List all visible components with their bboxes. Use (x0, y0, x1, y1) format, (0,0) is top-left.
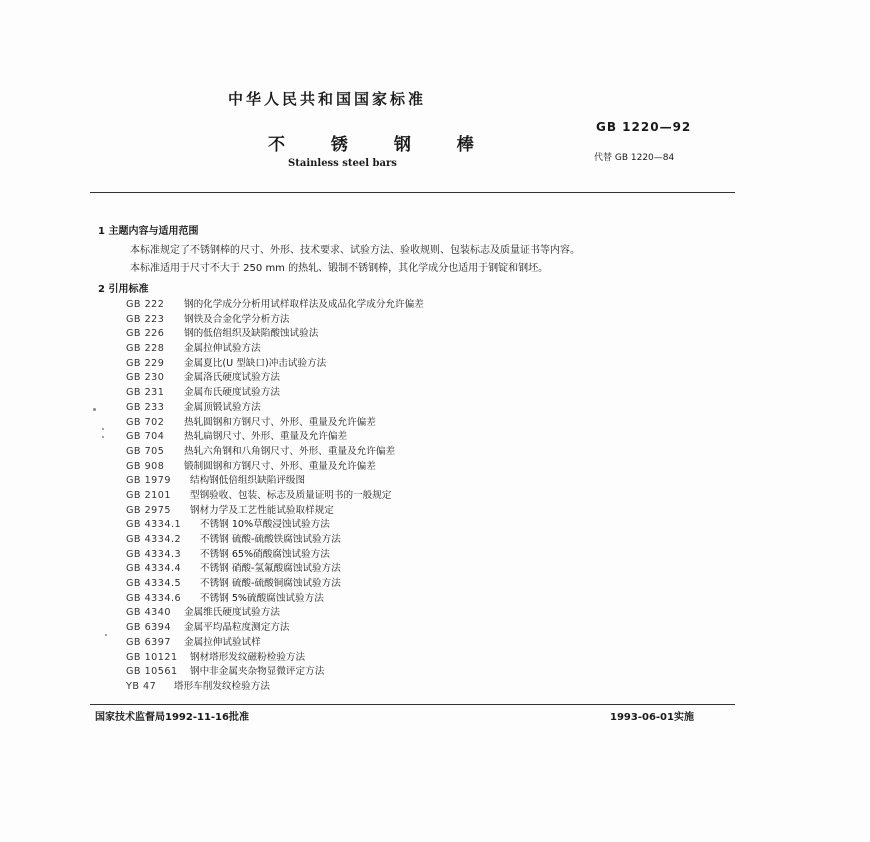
header-divider (90, 192, 735, 193)
reference-item (126, 342, 424, 357)
reference-item (126, 533, 424, 548)
reference-title: 不锈钢 硝酸-氢氟酸腐蚀试验方法 (200, 563, 341, 575)
reference-code: GB 4334.3 (126, 548, 182, 560)
reference-title: 金属维氏硬度试验方法 (184, 607, 280, 619)
reference-title: 钢的低倍组织及缺陷酸蚀试验法 (184, 328, 319, 340)
reference-item (126, 298, 424, 313)
reference-item (126, 606, 424, 621)
reference-title: 不锈钢 5%硫酸腐蚀试验方法 (200, 592, 324, 604)
reference-code: GB 4334.2 (126, 534, 182, 545)
reference-item (126, 386, 424, 401)
reference-item (126, 445, 424, 460)
reference-item (126, 313, 424, 328)
reference-title: 不锈钢 65%硝酸腐蚀试验方法 (200, 548, 330, 560)
approval-note: 国家技术监督局1992-11-16批准 (95, 712, 249, 723)
reference-title: 钢材塔形发纹磁粉检验方法 (190, 651, 306, 663)
reference-code: GB 704 (126, 431, 165, 443)
reference-item (126, 562, 424, 577)
reference-item (126, 592, 424, 607)
reference-code: GB 4334.6 (126, 592, 182, 604)
section-heading-scope: 1 主题内容与适用范围 (98, 226, 199, 237)
reference-item (126, 460, 424, 475)
reference-item (126, 401, 424, 416)
reference-item (126, 621, 424, 636)
scan-speck (93, 408, 96, 411)
scan-speck (105, 634, 107, 636)
reference-code: GB 226 (126, 328, 165, 340)
reference-item (126, 665, 424, 680)
reference-list (126, 298, 424, 695)
reference-code: GB 222 (126, 299, 165, 310)
reference-code: GB 229 (126, 357, 165, 369)
document-title-english: Stainless steel bars (288, 158, 397, 169)
reference-title: 热轧扁钢尺寸、外形、重量及允许偏差 (184, 431, 348, 443)
reference-code: GB 2975 (126, 504, 171, 516)
reference-title: 钢材力学及工艺性能试验取样规定 (190, 504, 334, 516)
reference-item (126, 357, 424, 372)
reference-code: GB 702 (126, 416, 165, 428)
reference-title: 型钢验收、包装、标志及质量证明书的一般规定 (190, 489, 392, 501)
reference-title: 金属拉伸试验方法 (184, 343, 261, 355)
reference-title: 金属夏比(U 型缺口)冲击试验方法 (184, 357, 327, 369)
reference-item (126, 680, 424, 695)
reference-code: GB 705 (126, 445, 165, 457)
reference-code: GB 10561 (126, 666, 178, 678)
reference-code: GB 231 (126, 387, 165, 399)
reference-title: 塔形车削发纹检验方法 (174, 680, 270, 692)
reference-item (126, 636, 424, 651)
effective-date: 1993-06-01实施 (610, 712, 694, 723)
reference-item (126, 518, 424, 533)
scope-paragraph-1: 本标准规定了不锈钢棒的尺寸、外形、技术要求、试验方法、验收规则、包装标志及质量证书等内容。 (130, 245, 580, 256)
reference-code: GB 6394 (126, 622, 171, 634)
standard-type-heading: 中华人民共和国国家标准 (228, 90, 427, 108)
reference-title: 不锈钢 硫酸-硫酸铜腐蚀试验方法 (200, 578, 341, 590)
reference-item (126, 327, 424, 342)
reference-code: GB 2101 (126, 489, 171, 501)
standard-code: GB 1220—92 (596, 120, 692, 134)
footer-divider (90, 704, 735, 705)
reference-title: 不锈钢 10%草酸浸蚀试验方法 (200, 519, 330, 531)
reference-item (126, 371, 424, 386)
reference-title: 锻制圆钢和方钢尺寸、外形、重量及允许偏差 (184, 460, 376, 472)
reference-item (126, 474, 424, 489)
reference-code: GB 233 (126, 401, 165, 413)
scan-speck (102, 436, 104, 438)
reference-title: 热轧圆钢和方钢尺寸、外形、重量及允许偏差 (184, 416, 376, 428)
reference-code: GB 6397 (126, 636, 171, 648)
reference-title: 金属洛氏硬度试验方法 (184, 372, 280, 384)
reference-title: 钢的化学成分分析用试样取样法及成品化学成分允许偏差 (184, 299, 424, 310)
reference-code: GB 4340 (126, 607, 171, 619)
reference-item (126, 489, 424, 504)
reference-code: GB 4334.4 (126, 563, 182, 575)
reference-title: 不锈钢 硫酸-硫酸铁腐蚀试验方法 (200, 534, 341, 545)
reference-code: GB 4334.1 (126, 519, 182, 531)
reference-title: 金属平均晶粒度测定方法 (184, 622, 290, 634)
reference-title: 金属顶锻试验方法 (184, 401, 261, 413)
reference-title: 金属拉伸试验试样 (184, 636, 261, 648)
scan-speck (102, 428, 104, 430)
reference-item (126, 416, 424, 431)
reference-item (126, 577, 424, 592)
reference-title: 钢铁及合金化学分析方法 (184, 313, 290, 325)
reference-code: GB 228 (126, 343, 165, 355)
reference-item (126, 651, 424, 666)
document-title: 不 锈 钢 棒 (268, 135, 494, 155)
reference-code: GB 908 (126, 460, 165, 472)
reference-code: GB 223 (126, 313, 165, 325)
reference-code: GB 10121 (126, 651, 178, 663)
reference-code: GB 4334.5 (126, 578, 182, 590)
reference-item (126, 548, 424, 563)
reference-code: GB 230 (126, 372, 165, 384)
replaces-note: 代替 GB 1220—84 (594, 153, 675, 163)
reference-title: 钢中非金属夹杂物显微评定方法 (190, 666, 325, 678)
reference-code: YB 47 (126, 680, 157, 692)
reference-title: 结构钢低倍组织缺陷评级图 (190, 475, 306, 487)
reference-title: 热轧六角钢和八角钢尺寸、外形、重量及允许偏差 (184, 445, 396, 457)
reference-item (126, 430, 424, 445)
reference-title: 金属布氏硬度试验方法 (184, 387, 280, 399)
section-heading-references: 2 引用标准 (98, 284, 149, 295)
scope-paragraph-2: 本标准适用于尺寸不大于 250 mm 的热轧、锻制不锈钢棒，其化学成分也适用于钢锭和钢坯。 (130, 263, 549, 274)
reference-code: GB 1979 (126, 475, 171, 487)
reference-item (126, 504, 424, 519)
